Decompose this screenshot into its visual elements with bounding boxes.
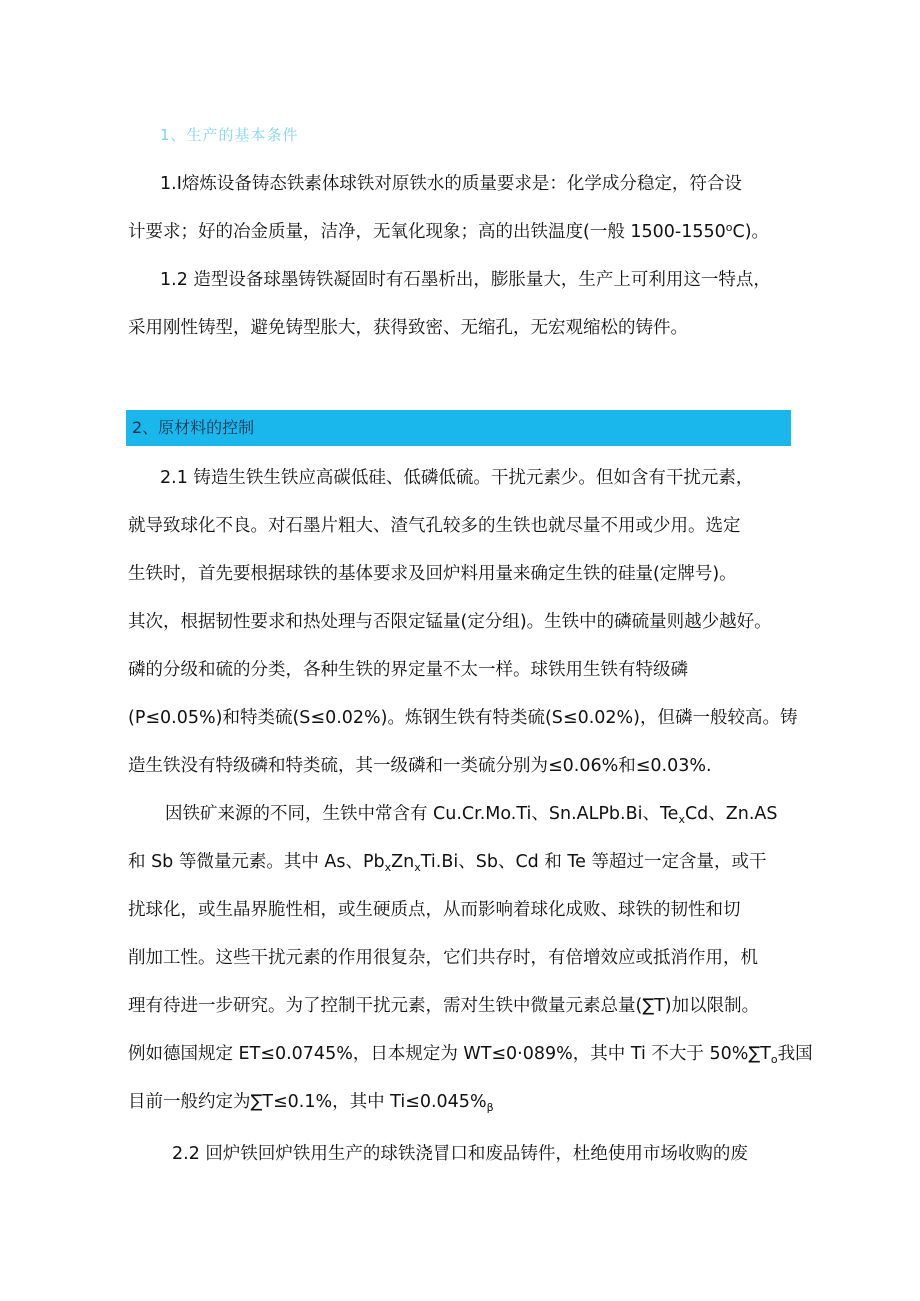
subscript: o bbox=[770, 1053, 778, 1066]
s2-p2-line-7 bbox=[128, 1090, 494, 1114]
subscript: β bbox=[486, 1101, 494, 1114]
subscript: x bbox=[678, 813, 685, 826]
text-run: C)。 bbox=[732, 222, 770, 242]
text-run: 因铁矿来源的不同，生铁中常含有 Cu.Cr.Mo.Ti、Sn.ALPb.Bi、Te bbox=[165, 804, 679, 824]
superscript: o bbox=[725, 221, 733, 234]
subscript: x bbox=[414, 861, 421, 874]
text-run: Zn bbox=[391, 852, 415, 872]
text-run: 我国 bbox=[777, 1044, 813, 1064]
s2-p2-line-2 bbox=[128, 850, 766, 874]
s2-p1-line-4: 其次，根据韧性要求和热处理与否限定锰量(定分组)。生铁中的磷硫量则越少越好。 bbox=[128, 612, 772, 632]
text-run: 例如德国规定 ET≤0.0745%，日本规定为 WT≤0·089%，其中 Ti 不大于 50%∑T bbox=[128, 1044, 771, 1064]
s2-p1-line-7: 造生铁没有特级磷和特类硫，其一级磷和一类硫分别为≤0.06%和≤0.03%. bbox=[128, 756, 712, 776]
s2-p1-line-5: 磷的分级和硫的分类，各种生铁的界定量不太一样。球铁用生铁有特级磷 bbox=[128, 660, 688, 680]
s2-p2-line-5: 理有待进一步研究。为了控制干扰元素，需对生铁中微量元素总量(∑T)加以限制。 bbox=[128, 996, 760, 1016]
s1-p2-line-2: 采用刚性铸型，避免铸型胀大，获得致密、无缩孔，无宏观缩松的铸件。 bbox=[128, 318, 688, 338]
text-run: Cd、Zn.AS bbox=[684, 804, 778, 824]
subscript: x bbox=[384, 861, 392, 874]
section-2-heading: 2、原材料的控制 bbox=[126, 410, 791, 446]
s1-p1-line-1: 1.Ⅰ熔炼设备铸态铁素体球铁对原铁水的质量要求是：化学成分稳定，符合设 bbox=[160, 174, 742, 194]
s2-p1-line-1: 2.1 铸造生铁生铁应高碳低硅、低磷低硫。干扰元素少。但如含有干扰元素， bbox=[160, 468, 754, 488]
s2-p3-line-1: 2.2 回炉铁回炉铁用生产的球铁浇冒口和废品铸件，杜绝使用市场收购的废 bbox=[172, 1144, 748, 1164]
s1-p2-line-1: 1.2 造型设备球墨铸铁凝固时有石墨析出，膨胀量大，生产上可利用这一特点， bbox=[160, 270, 771, 290]
s2-p2-line-4: 削加工性。这些干扰元素的作用很复杂，它们共存时，有倍增效应或抵消作用，机 bbox=[128, 948, 758, 968]
text-run: 和 Sb 等微量元素。其中 As、Pb bbox=[128, 852, 385, 872]
s2-p1-line-3: 生铁时，首先要根据球铁的基体要求及回炉料用量来确定生铁的硅量(定牌号)。 bbox=[128, 564, 737, 584]
text-run: 目前一般约定为∑T≤0.1%，其中 Ti≤0.045% bbox=[128, 1092, 487, 1112]
text-run: Ti.Bi、Sb、Cd 和 Te 等超过一定含量，或干 bbox=[420, 852, 767, 872]
s2-p2-line-6 bbox=[128, 1042, 813, 1066]
s2-p2-line-3: 扰球化，或生晶界脆性相，或生硬质点，从而影响着球化成败、球铁的韧性和切 bbox=[128, 900, 741, 920]
s2-p1-line-6: (P≤0.05%)和特类硫(S≤0.02%)。炼钢生铁有特类硫(S≤0.02%)，但磷一般较高。铸 bbox=[128, 708, 798, 728]
section-1-heading: 1、生产的基本条件 bbox=[160, 126, 299, 144]
s2-p1-line-2: 就导致球化不良。对石墨片粗大、渣气孔较多的生铁也就尽量不用或少用。选定 bbox=[128, 516, 741, 536]
text-run: 计要求；好的冶金质量，洁净，无氧化现象；高的出铁温度(一般 1500-1550 bbox=[128, 222, 726, 242]
s1-p1-line-2 bbox=[128, 220, 769, 244]
s2-p2-line-1 bbox=[165, 802, 778, 826]
